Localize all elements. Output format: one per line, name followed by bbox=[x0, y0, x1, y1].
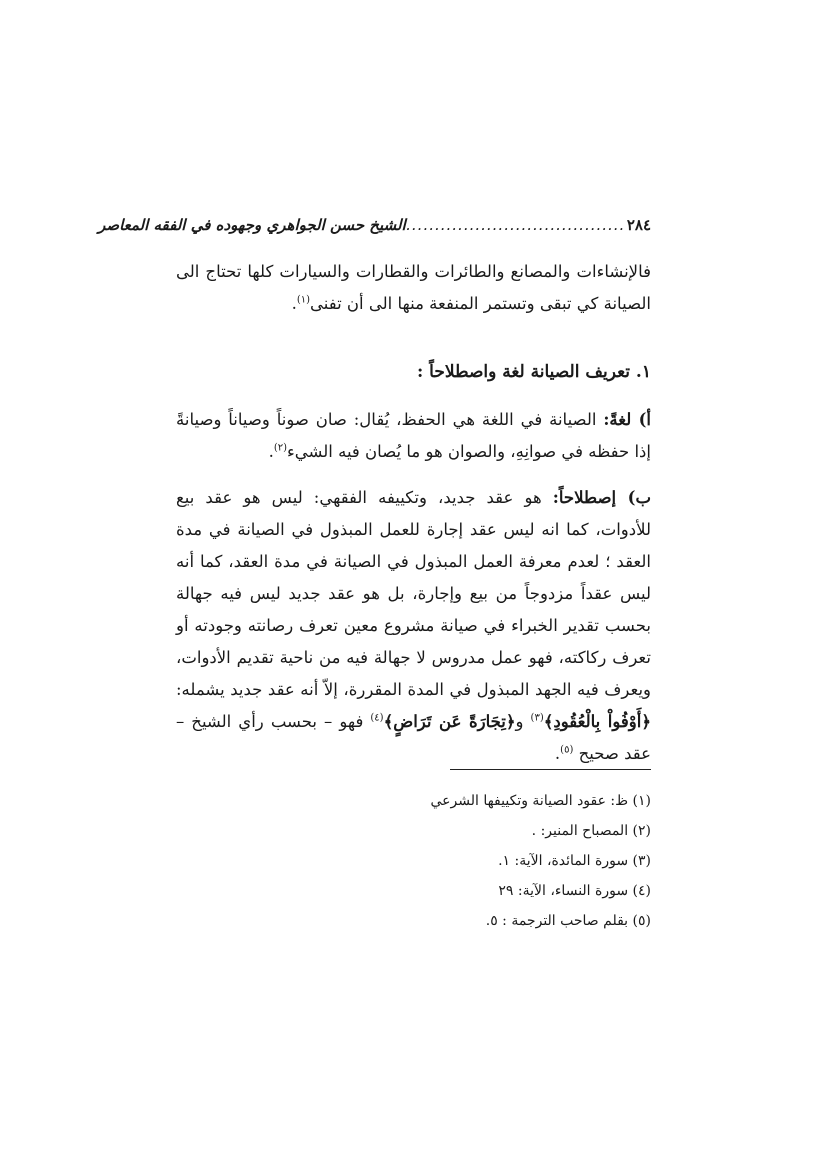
footnote: (٣) سورة المائدة، الآية: ١. bbox=[498, 853, 651, 869]
paragraph-linguistic bbox=[176, 404, 651, 468]
footnote-ref-5[interactable]: (٥) bbox=[560, 744, 574, 756]
footnotes-list bbox=[176, 786, 651, 936]
footnote: (١) ظ: عقود الصيانة وتكييفها الشرعي bbox=[430, 793, 651, 809]
section-title: ١. تعريف الصيانة لغة واصطلاحاً : bbox=[416, 362, 651, 382]
header-title: الشيخ حسن الجواهري وجهوده في الفقه المعاصر bbox=[98, 216, 406, 234]
running-header bbox=[98, 216, 651, 244]
footnote-separator bbox=[450, 769, 651, 770]
footnote-ref-2[interactable]: (٢) bbox=[273, 442, 288, 454]
conjunction: و bbox=[515, 712, 531, 731]
paragraph-a-end: . bbox=[268, 442, 274, 461]
intro-paragraph bbox=[176, 256, 651, 320]
footnote-ref-1[interactable]: (١) bbox=[296, 294, 311, 306]
page-number: ٢٨٤ bbox=[626, 216, 651, 234]
header-leader-dots: ...................................... bbox=[405, 216, 625, 234]
paragraph-b-lead: ب) إصطلاحاً: bbox=[552, 488, 651, 507]
footnote: (٢) المصباح المنير: . bbox=[531, 823, 651, 839]
footnote: (٤) سورة النساء، الآية: ٢٩ bbox=[498, 883, 651, 899]
footnote: (٥) بقلم صاحب الترجمة : ٥. bbox=[485, 913, 651, 929]
paragraph-technical bbox=[176, 482, 651, 770]
main-text bbox=[176, 256, 651, 770]
paragraph-b-text: هو عقد جديد، وتكييفه الفقهي: ليس هو عقد بيع للأدوات، كما انه ليس عقد إجارة للعمل المبذول في الصيانة في مدة العقد ؛ لعدم معرفة العمل المبذول في الصيانة في مدة العقد، كما أنه ليس عقداً مزدوجاً من بيع وإجارة، بل هو عقد جديد ليس فيه جهالة بحسب تقدير الخبراء في صيانة مشروع معين تعرف رصانته وجودته أو تعرف ركاكته، فهو عمل مدروس لا جهالة فيه من ناحية تقديم الأدوات، ويعرف فيه الجهد المبذول في المدة المقررة، إلاّ أنه عقد جديد يشمله: bbox=[176, 488, 651, 699]
quran-quote-2: ﴿تِجَارَةً عَن تَرَاضٍ﴾ bbox=[383, 712, 516, 731]
footnote-ref-4[interactable]: (٤) bbox=[370, 712, 384, 724]
intro-end: . bbox=[291, 294, 297, 313]
intro-text: فالإنشاءات والمصانع والطائرات والقطارات والسيارات كلها تحتاج الى الصيانة كي تبقى وتستمر المنفعة منها الى أن تفنى bbox=[176, 262, 651, 313]
paragraph-b-end: . bbox=[554, 744, 561, 763]
paragraph-a-lead: أ) لغةً: bbox=[603, 410, 651, 429]
footnote-ref-3[interactable]: (٣) bbox=[530, 712, 544, 724]
paragraph-b-text-2: فهو – بحسب رأي الشيخ – عقد صحيح bbox=[176, 712, 651, 763]
paragraph-a-text: الصيانة في اللغة هي الحفظ، يُقال: صان صوناً وصياناً وصيانةً إذا حفظه في صوانِهِ، والصوان هو ما يُصان فيه الشيء bbox=[176, 410, 651, 461]
quran-quote-1: ﴿أَوْفُواْ بِالْعُقُودِ﴾ bbox=[543, 712, 651, 731]
